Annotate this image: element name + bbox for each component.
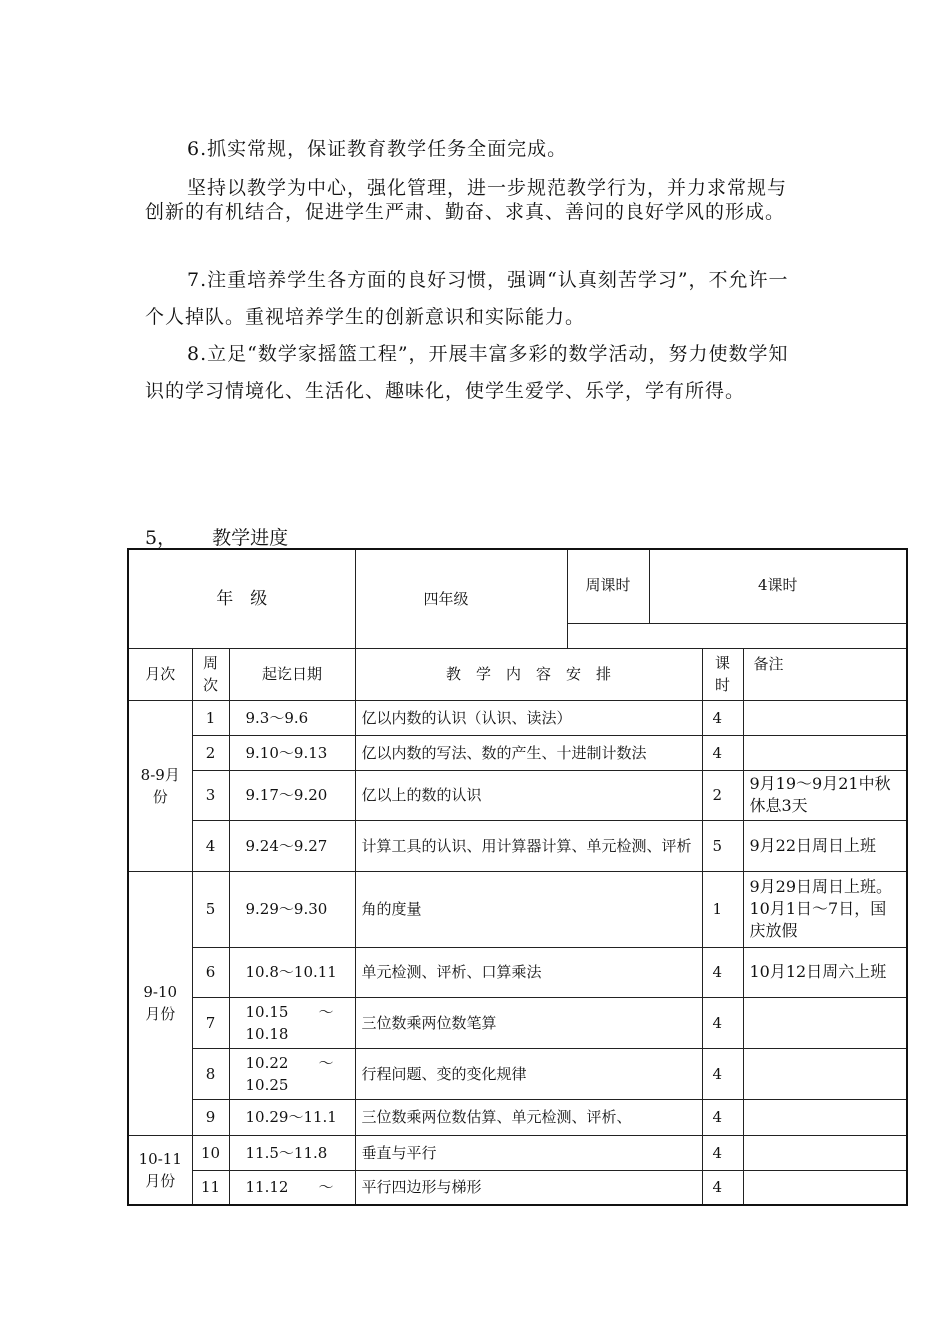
content-cell: 角的度量 (355, 871, 702, 947)
note-cell (743, 1135, 907, 1170)
week-cell: 1 (192, 700, 229, 735)
week-cell: 3 (192, 770, 229, 820)
hours-cell: 4 (702, 1170, 743, 1205)
table-row (128, 871, 907, 947)
table-row (128, 735, 907, 770)
col-hours-header: 课时 (702, 648, 743, 700)
col-week-header: 周次 (192, 648, 229, 700)
header-blank-cell (567, 623, 907, 648)
hours-cell: 4 (702, 1099, 743, 1135)
hours-cell: 4 (702, 947, 743, 997)
month-group: 10-11月份 (128, 1135, 192, 1205)
month-group: 9-10月份 (128, 871, 192, 1135)
dates-cell: 11.5～11.8 (229, 1135, 355, 1170)
paragraph-8: 8.立足“数学家摇篮工程”，开展丰富多彩的数学活动，努力使数学知识的学习情境化、生活化、趣味化，使学生爱学、乐学，学有所得。 (145, 343, 789, 402)
table-row (128, 1099, 907, 1135)
content-cell: 平行四边形与梯形 (355, 1170, 702, 1205)
note-cell: 10月12日周六上班 (743, 947, 907, 997)
schedule-table (127, 548, 908, 1206)
dates-cell: 10.29～11.1 (229, 1099, 355, 1135)
grade-label: 年 级 (128, 549, 355, 648)
note-cell (743, 997, 907, 1048)
note-cell: 9月19～9月21中秋休息3天 (743, 770, 907, 820)
hours-cell: 1 (702, 871, 743, 947)
week-cell: 7 (192, 997, 229, 1048)
col-dates-header: 起讫日期 (229, 648, 355, 700)
dates-cell: 9.10～9.13 (229, 735, 355, 770)
note-cell: 9月22日周日上班 (743, 820, 907, 871)
week-cell: 10 (192, 1135, 229, 1170)
table-row (128, 1170, 907, 1205)
table-row (128, 1135, 907, 1170)
week-cell: 5 (192, 871, 229, 947)
table-row (128, 947, 907, 997)
dates-cell: 9.24～9.27 (229, 820, 355, 871)
hours-cell: 5 (702, 820, 743, 871)
note-cell (743, 700, 907, 735)
col-month-header: 月次 (128, 648, 192, 700)
week-cell: 2 (192, 735, 229, 770)
dates-cell: 9.3～9.6 (229, 700, 355, 735)
weekly-hours-label: 周课时 (567, 549, 649, 623)
paragraph-7: 7.注重培养学生各方面的良好习惯，强调“认真刻苦学习”，不允许一个人掉队。重视培养学生的创新意识和实际能力。 (145, 269, 789, 328)
content-cell: 垂直与平行 (355, 1135, 702, 1170)
content-cell: 三位数乘两位数笔算 (355, 997, 702, 1048)
table-row (128, 700, 907, 735)
note-cell (743, 1099, 907, 1135)
section-title-text: 教学进度 (212, 527, 289, 549)
grade-value: 四年级 (355, 549, 567, 648)
note-cell (743, 1048, 907, 1099)
dates-cell: 9.17～9.20 (229, 770, 355, 820)
dates-cell: 10.22 ～10.25 (229, 1048, 355, 1099)
note-cell: 9月29日周日上班。10月1日～7日，国庆放假 (743, 871, 907, 947)
month-group: 8-9月份 (128, 700, 192, 871)
week-cell: 6 (192, 947, 229, 997)
content-cell: 三位数乘两位数估算、单元检测、评析、 (355, 1099, 702, 1135)
content-cell: 单元检测、评析、口算乘法 (355, 947, 702, 997)
hours-cell: 4 (702, 1048, 743, 1099)
note-cell (743, 735, 907, 770)
dates-cell: 9.29～9.30 (229, 871, 355, 947)
content-cell: 亿以内数的认识（认识、读法） (355, 700, 702, 735)
week-cell: 4 (192, 820, 229, 871)
week-cell: 11 (192, 1170, 229, 1205)
week-cell: 9 (192, 1099, 229, 1135)
paragraph-6-body: 坚持以教学为中心，强化管理，进一步规范教学行为，并力求常规与创新的有机结合，促进学生严肃、勤奋、求真、善问的良好学风的形成。 (145, 177, 788, 223)
section-title (145, 523, 288, 550)
hours-cell: 4 (702, 735, 743, 770)
paragraph-6-heading: 6.抓实常规，保证教育教学任务全面完成。 (187, 138, 568, 160)
section-number: 5， (145, 527, 177, 549)
weekly-hours-value: 4课时 (649, 549, 907, 623)
col-notes-header: 备注 (743, 648, 907, 700)
hours-cell: 2 (702, 770, 743, 820)
dates-cell: 10.8～10.11 (229, 947, 355, 997)
content-cell: 计算工具的认识、用计算器计算、单元检测、评析 (355, 820, 702, 871)
col-content-header: 教 学 内 容 安 排 (355, 648, 702, 700)
table-row (128, 1048, 907, 1099)
hours-cell: 4 (702, 997, 743, 1048)
hours-cell: 4 (702, 700, 743, 735)
note-cell (743, 1170, 907, 1205)
dates-cell: 10.15 ～10.18 (229, 997, 355, 1048)
content-cell: 亿以上的数的认识 (355, 770, 702, 820)
dates-cell: 11.12 ～ (229, 1170, 355, 1205)
content-cell: 行程问题、变的变化规律 (355, 1048, 702, 1099)
hours-cell: 4 (702, 1135, 743, 1170)
table-row (128, 820, 907, 871)
table-row (128, 770, 907, 820)
content-cell: 亿以内数的写法、数的产生、十进制计数法 (355, 735, 702, 770)
week-cell: 8 (192, 1048, 229, 1099)
table-row (128, 997, 907, 1048)
